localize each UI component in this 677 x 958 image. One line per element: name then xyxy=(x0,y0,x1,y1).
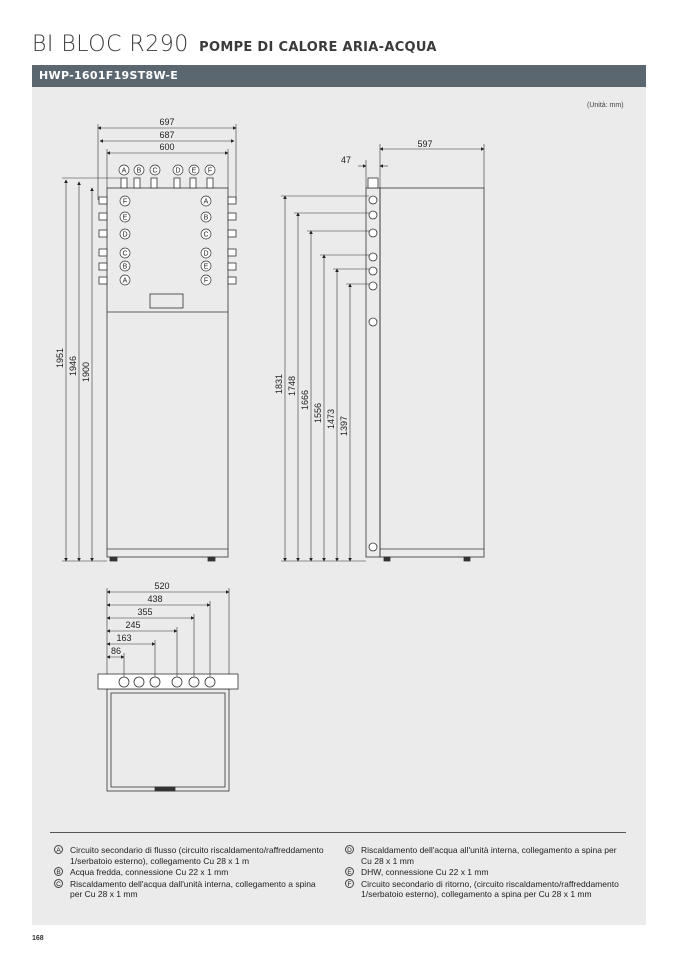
front-top-port-F xyxy=(205,165,215,175)
legend-badge-d: D xyxy=(345,845,354,854)
front-left-port-F xyxy=(120,196,130,206)
front-top-port-A xyxy=(119,165,129,175)
legend-text-e: DHW, connessione Cu 22 x 1 mm xyxy=(361,867,489,877)
side-height-1831: 1831 xyxy=(274,373,284,395)
side-unit-body xyxy=(380,188,484,557)
front-right-port-B xyxy=(201,212,211,222)
legend-item-a xyxy=(54,845,329,866)
front-left-port-B xyxy=(120,261,130,271)
top-width-163: 163 xyxy=(116,633,132,643)
legend-badge-f: F xyxy=(345,879,354,888)
svg-text:F: F xyxy=(207,167,213,175)
model-code: HWP-1601F19ST8W-E xyxy=(39,69,179,82)
front-width-600: 600 xyxy=(159,142,175,152)
front-left-port-E xyxy=(120,212,130,222)
front-right-port-A xyxy=(201,196,211,206)
side-height-1556: 1556 xyxy=(313,402,323,424)
svg-text:F: F xyxy=(203,277,209,285)
svg-text:D: D xyxy=(122,231,128,239)
side-width-597: 597 xyxy=(417,139,433,149)
svg-text:E: E xyxy=(191,167,197,175)
front-top-port-D xyxy=(173,165,183,175)
front-right-port-D xyxy=(201,248,211,258)
front-top-port-B xyxy=(134,165,144,175)
legend-item-d xyxy=(345,845,620,866)
legend-text-d: Riscaldamento dell'acqua all'unità interna, collegamento a spina per Cu 28 x 1 mm xyxy=(361,845,617,866)
front-width-687: 687 xyxy=(159,130,175,140)
side-view xyxy=(366,178,484,561)
top-width-245: 245 xyxy=(125,620,141,630)
legend-divider xyxy=(50,832,626,833)
product-subtitle: POMPE DI CALORE ARIA-ACQUA xyxy=(199,40,437,55)
front-height-1900: 1900 xyxy=(81,361,91,383)
front-top-port-C xyxy=(150,165,160,175)
legend-text-f: Circuito secondario di ritorno, (circuito riscaldamento/raffreddamento 1/serbatoio esterno), collegamento a spina per Cu 28 x 1 mm xyxy=(361,878,619,899)
svg-text:B: B xyxy=(122,263,128,271)
top-width-86: 86 xyxy=(110,646,122,656)
front-display xyxy=(150,294,183,308)
front-right-port-E xyxy=(201,261,211,271)
front-height-1946: 1946 xyxy=(68,355,78,377)
svg-text:A: A xyxy=(121,167,127,175)
svg-text:E: E xyxy=(122,214,128,222)
svg-text:A: A xyxy=(122,277,128,285)
svg-text:C: C xyxy=(203,231,209,239)
front-left-port-A xyxy=(120,275,130,285)
front-right-port-F xyxy=(201,275,211,285)
product-title: BI BLOC R290 xyxy=(32,32,189,57)
legend-text-a: Circuito secondario di flusso (circuito riscaldamento/raffreddamento 1/serbatoio esterno), collegamento Cu 28 x 1 m xyxy=(70,845,324,866)
legend-item-f xyxy=(345,879,620,900)
front-top-stubs xyxy=(121,178,213,188)
legend-text-b: Acqua fredda, connessione Cu 22 x 1 mm xyxy=(70,867,229,877)
page-number: 168 xyxy=(32,935,44,942)
svg-text:F: F xyxy=(122,198,128,206)
svg-text:B: B xyxy=(136,167,142,175)
legend-item-c xyxy=(54,879,329,900)
front-right-port-C xyxy=(201,229,211,239)
front-left-port-C xyxy=(120,248,130,258)
front-top-port-E xyxy=(189,165,199,175)
legend-left xyxy=(54,845,329,901)
top-width-520: 520 xyxy=(154,581,170,591)
legend-right xyxy=(345,845,620,901)
side-width-47: 47 xyxy=(340,155,352,165)
front-side-stubs xyxy=(99,197,236,284)
top-width-355: 355 xyxy=(137,607,153,617)
top-view xyxy=(98,674,238,791)
legend-text-c: Riscaldamento dell'acqua dall'unità interna, collegamento a spina per Cu 28 x 1 mm xyxy=(70,878,316,899)
side-height-1397: 1397 xyxy=(339,415,349,437)
side-fittings xyxy=(369,196,377,551)
svg-text:A: A xyxy=(203,198,209,206)
front-unit-body xyxy=(107,188,228,557)
legend-badge-e: E xyxy=(345,867,354,876)
front-width-697: 697 xyxy=(159,117,175,127)
svg-text:E: E xyxy=(203,263,209,271)
top-width-438: 438 xyxy=(147,594,163,604)
top-unit-body xyxy=(107,689,229,791)
side-height-1666: 1666 xyxy=(300,389,310,411)
svg-text:C: C xyxy=(122,250,128,258)
side-connection-strip xyxy=(366,188,380,557)
front-view xyxy=(99,178,236,561)
side-height-1748: 1748 xyxy=(287,375,297,397)
svg-text:D: D xyxy=(175,167,181,175)
front-port-labels xyxy=(119,165,215,285)
units-label: (Unità: mm) xyxy=(587,102,624,109)
legend-item-e xyxy=(345,867,620,878)
front-height-1951: 1951 xyxy=(55,347,65,369)
legend-item-b xyxy=(54,867,329,878)
svg-text:D: D xyxy=(203,250,209,258)
side-height-1473: 1473 xyxy=(326,408,336,430)
legend-badge-c: C xyxy=(54,879,63,888)
front-left-port-D xyxy=(120,229,130,239)
svg-text:C: C xyxy=(152,167,158,175)
svg-text:B: B xyxy=(203,214,209,222)
legend-badge-b: B xyxy=(54,867,63,876)
legend-right-clip xyxy=(345,838,645,901)
legend-badge-a: A xyxy=(54,845,63,854)
